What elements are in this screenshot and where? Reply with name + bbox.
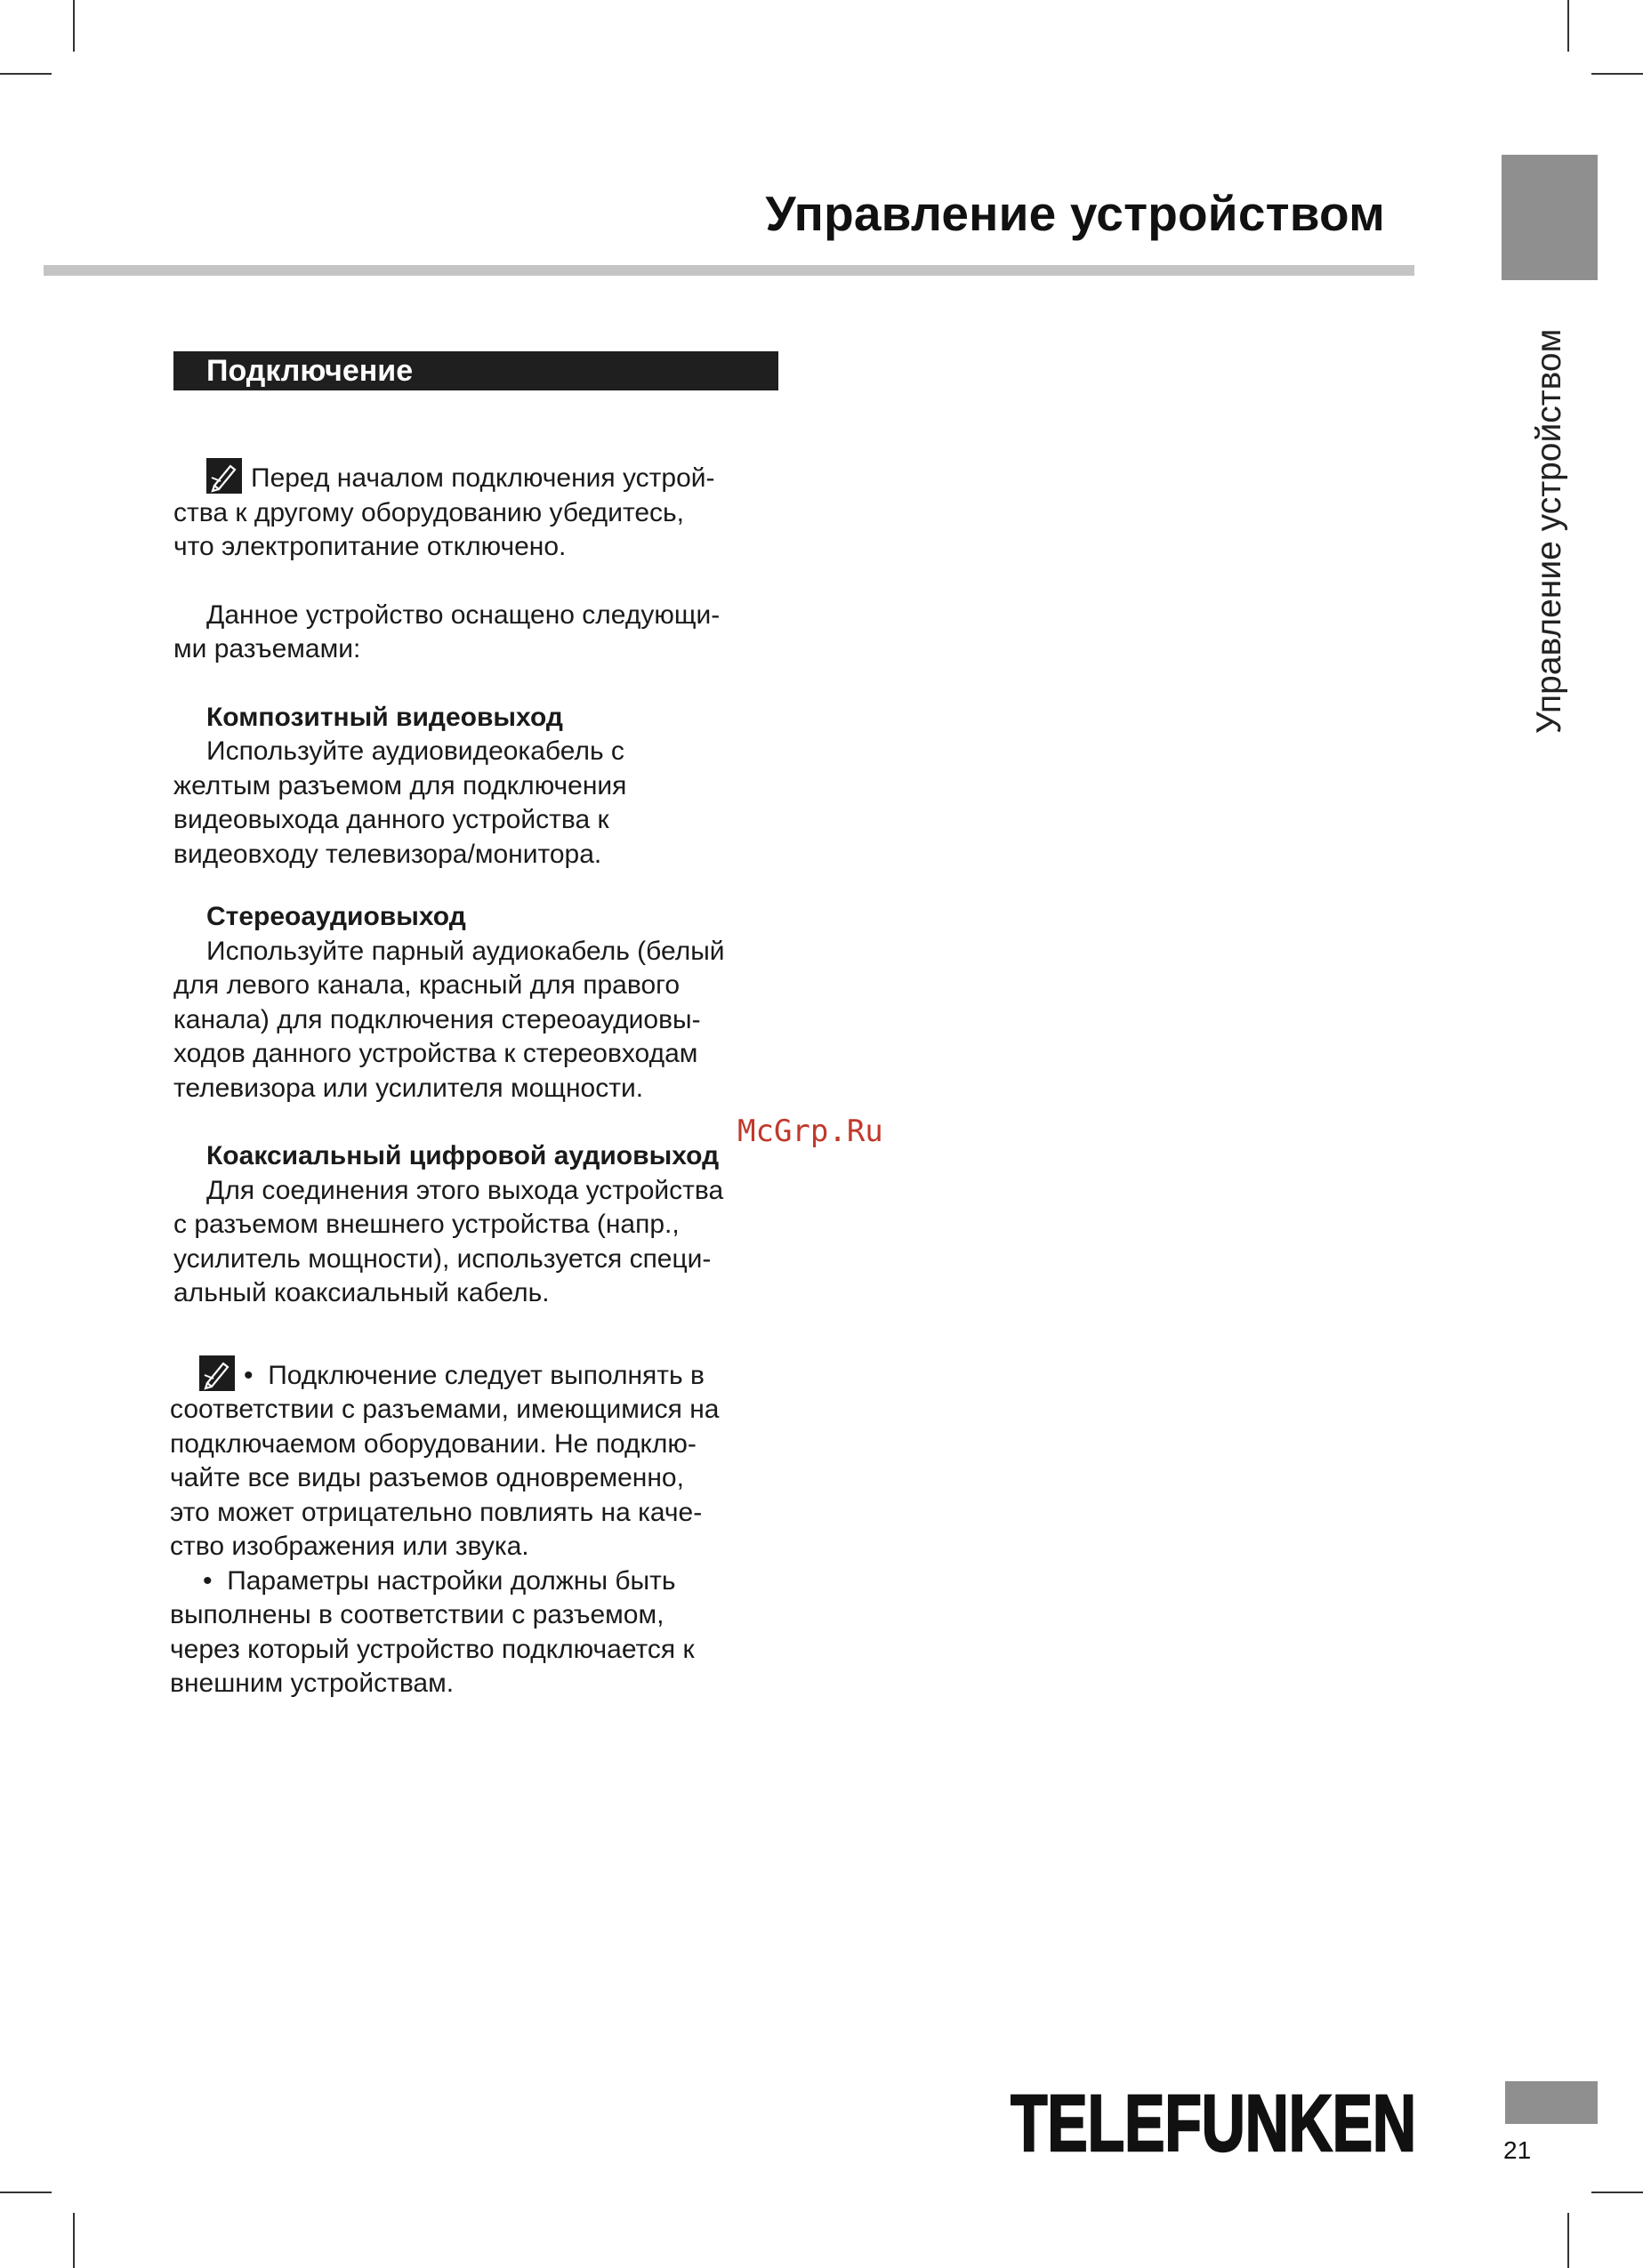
section-header: Подключение [173, 351, 778, 390]
crop-mark [1591, 73, 1643, 75]
crop-mark [73, 0, 75, 52]
note-pencil-icon [199, 1355, 235, 1391]
stereo-line: ходов данного устройства к стереовходам [173, 1039, 698, 1068]
crop-mark [0, 73, 52, 75]
crop-mark [1567, 2213, 1569, 2268]
intro-line: Данное устройство оснащено следующи- [206, 599, 721, 630]
note-line: через который устройство подключается к [170, 1634, 695, 1664]
crop-mark [73, 2213, 75, 2268]
coax-line: с разъемом внешнего устройства (напр., [173, 1210, 680, 1239]
page-title: Управление устройством [765, 186, 1385, 241]
stereo-heading: Стереоаудиовыход [206, 902, 466, 931]
coax-line: Для соединения этого выхода устройства [206, 1175, 724, 1205]
crop-mark [0, 2192, 52, 2193]
note-line: внешним устройствам. [170, 1669, 455, 1698]
crop-mark [1567, 0, 1569, 52]
note-line: соответствии с разъемами, имеющимися на [170, 1395, 720, 1424]
note-line: подключаемом оборудовании. Не подклю- [170, 1428, 697, 1459]
brand-logo [1011, 2081, 1420, 2161]
note-line: ства к другому оборудованию убедитесь, [173, 497, 684, 527]
bullet-icon: • [203, 1565, 228, 1596]
side-section-label: Управление устройством [1530, 328, 1568, 734]
composite-heading: Композитный видеовыход [206, 702, 563, 732]
stereo-line: канала) для подключения стереоаудиовы- [173, 1004, 701, 1034]
watermark: McGrp.Ru [737, 1114, 883, 1149]
coax-line: усилитель мощности), используется специ- [173, 1243, 712, 1274]
page-number: 21 [1503, 2136, 1532, 2164]
footer-tab-box [1505, 2081, 1598, 2124]
stereo-line: для левого канала, красный для правого [173, 970, 681, 1000]
note-line: • Параметры настройки должны быть [203, 1565, 676, 1596]
note-line: • Подключение следует выполнять в [170, 1355, 778, 1394]
stereo-line: Используйте парный аудиокабель (белый [206, 936, 725, 966]
note-line: ство изображения или звука. [170, 1532, 529, 1561]
brand-logo-text: TELEFUNKEN [1011, 2081, 1416, 2161]
stereo-line: телевизора или усилителя мощности. [173, 1073, 644, 1103]
composite-line: желтым разъемом для подключения [173, 770, 627, 800]
note-line: что электропитание отключено. [173, 532, 567, 561]
main-content [170, 351, 778, 1701]
note-line: это может отрицательно повлиять на каче- [170, 1497, 703, 1527]
note-line: Перед началом подключения устрой- [173, 458, 778, 496]
side-tab-box [1502, 155, 1598, 280]
note-line: чайте все виды разъемов одновременно, [170, 1463, 684, 1492]
note-line: выполнены в соответствии с разъемом, [170, 1600, 664, 1629]
intro-line: ми разъемами: [173, 634, 361, 664]
coax-heading: Коаксиальный цифровой аудиовыход [206, 1141, 720, 1170]
bullet-icon: • [244, 1360, 269, 1390]
coax-line: альный коаксиальный кабель. [173, 1278, 550, 1307]
composite-line: Используйте аудиовидеокабель с [206, 736, 624, 766]
note-pencil-icon [206, 458, 242, 494]
crop-mark [1591, 2192, 1643, 2193]
composite-line: видеовыхода данного устройства к [173, 805, 609, 834]
title-divider [44, 265, 1414, 276]
composite-line: видеовходу телевизора/монитора. [173, 839, 602, 869]
